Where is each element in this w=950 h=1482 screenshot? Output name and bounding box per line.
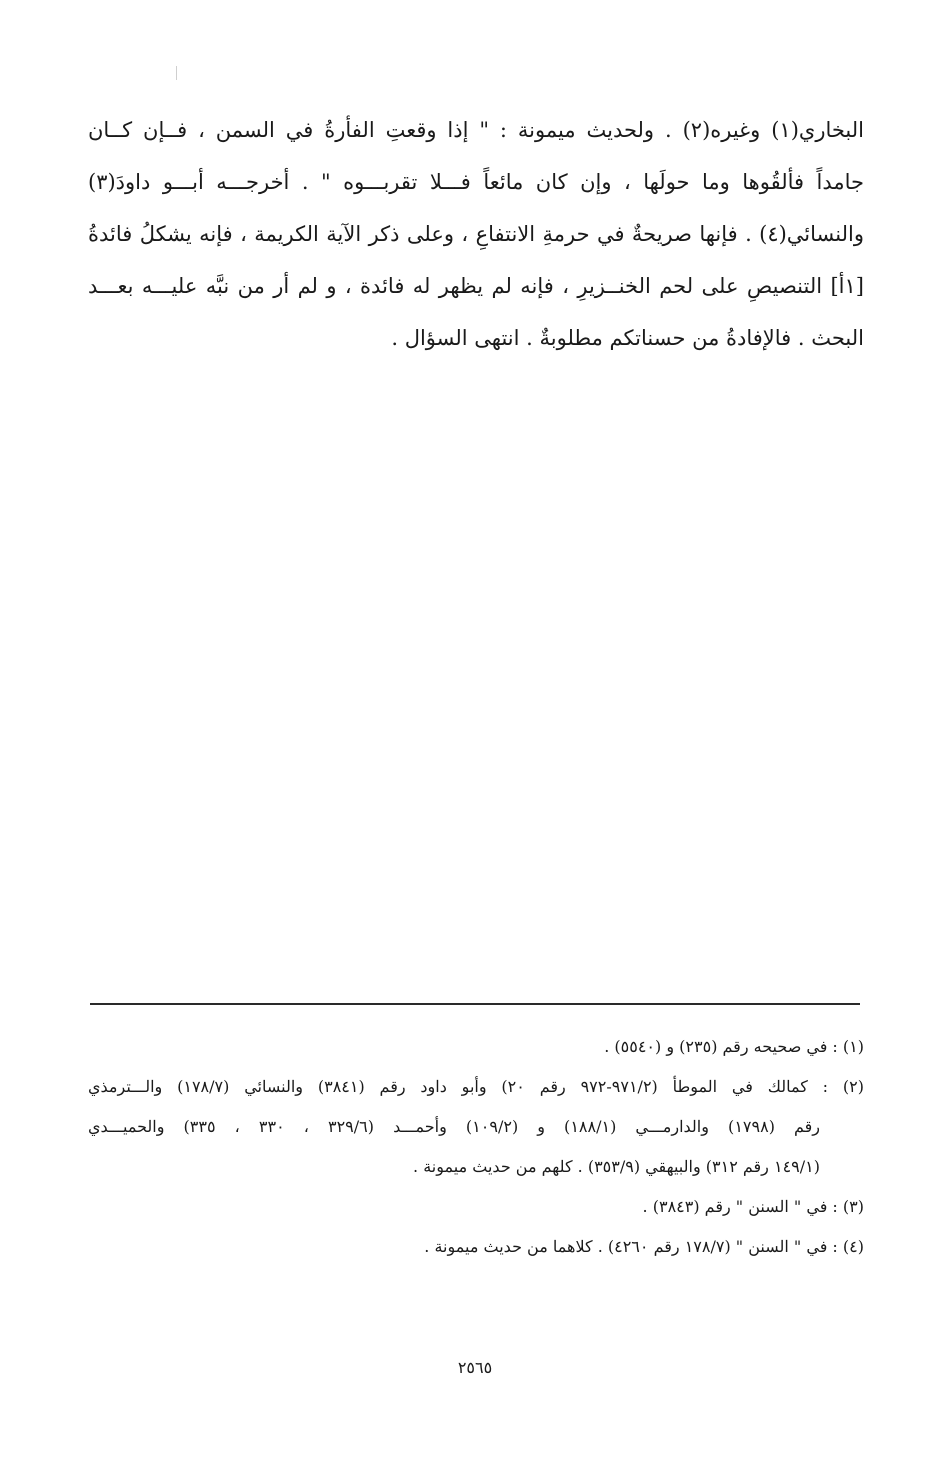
text-line: جامداً فألقُوها وما حولَها ، وإن كان مائعاً فـــلا تقربـــوه " . أخرجـــه أبـــو داودَ(٣) xyxy=(88,170,864,194)
main-text xyxy=(88,104,864,364)
text-line: والنسائي(٤) . فإنها صريحةٌ في حرمةِ الانتفاعِ ، وعلى ذكر الآية الكريمة ، فإنه يشكلُ فائدةُ xyxy=(88,222,864,246)
footnote-divider xyxy=(90,1003,860,1005)
footnotes xyxy=(88,1027,864,1267)
scan-mark xyxy=(176,66,177,80)
text-line: [١أ] التنصيصِ على لحم الخنــزيرِ ، فإنه لم يظهر له فائدة ، و لم أر من نبَّه عليـــه بعـــد xyxy=(88,274,864,298)
footnote-line: (٢) : كمالك في الموطأ (٩٧١/٢-٩٧٢ رقم ٢٠) وأبو داود رقم (٣٨٤١) والنسائي (١٧٨/٧) والـــترمذي xyxy=(88,1077,864,1096)
footnote-line: رقم (١٧٩٨) والدارمـــي (١٨٨/١) و (١٠٩/٢) وأحمـــد (٣٢٩/٦ ، ٣٣٠ ، ٣٣٥) والحميـــدي xyxy=(88,1117,821,1136)
footnote-line: (٤) : في " السنن " (١٧٨/٧ رقم ٤٢٦٠) . كلاهما من حديث ميمونة . xyxy=(424,1237,864,1256)
footnote-line: (٣) : في " السنن " رقم (٣٨٤٣) . xyxy=(642,1197,864,1216)
text-line: البحث . فالإفادةُ من حسناتكم مطلوبةٌ . انتهى السؤال . xyxy=(391,326,864,350)
footnote-line: (١) : في صحيحه رقم (٢٣٥) و (٥٥٤٠) . xyxy=(604,1037,864,1056)
footnote-line: (١٤٩/١ رقم ٣١٢) والبيهقي (٣٥٣/٩) . كلهم من حديث ميمونة . xyxy=(413,1157,820,1176)
text-line: البخاري(١) وغيره(٢) . ولحديث ميمونة : " إذا وقعتِ الفأرةُ في السمن ، فــإن كــان xyxy=(88,118,864,142)
page-number: ٢٥٦٥ xyxy=(457,1358,493,1377)
